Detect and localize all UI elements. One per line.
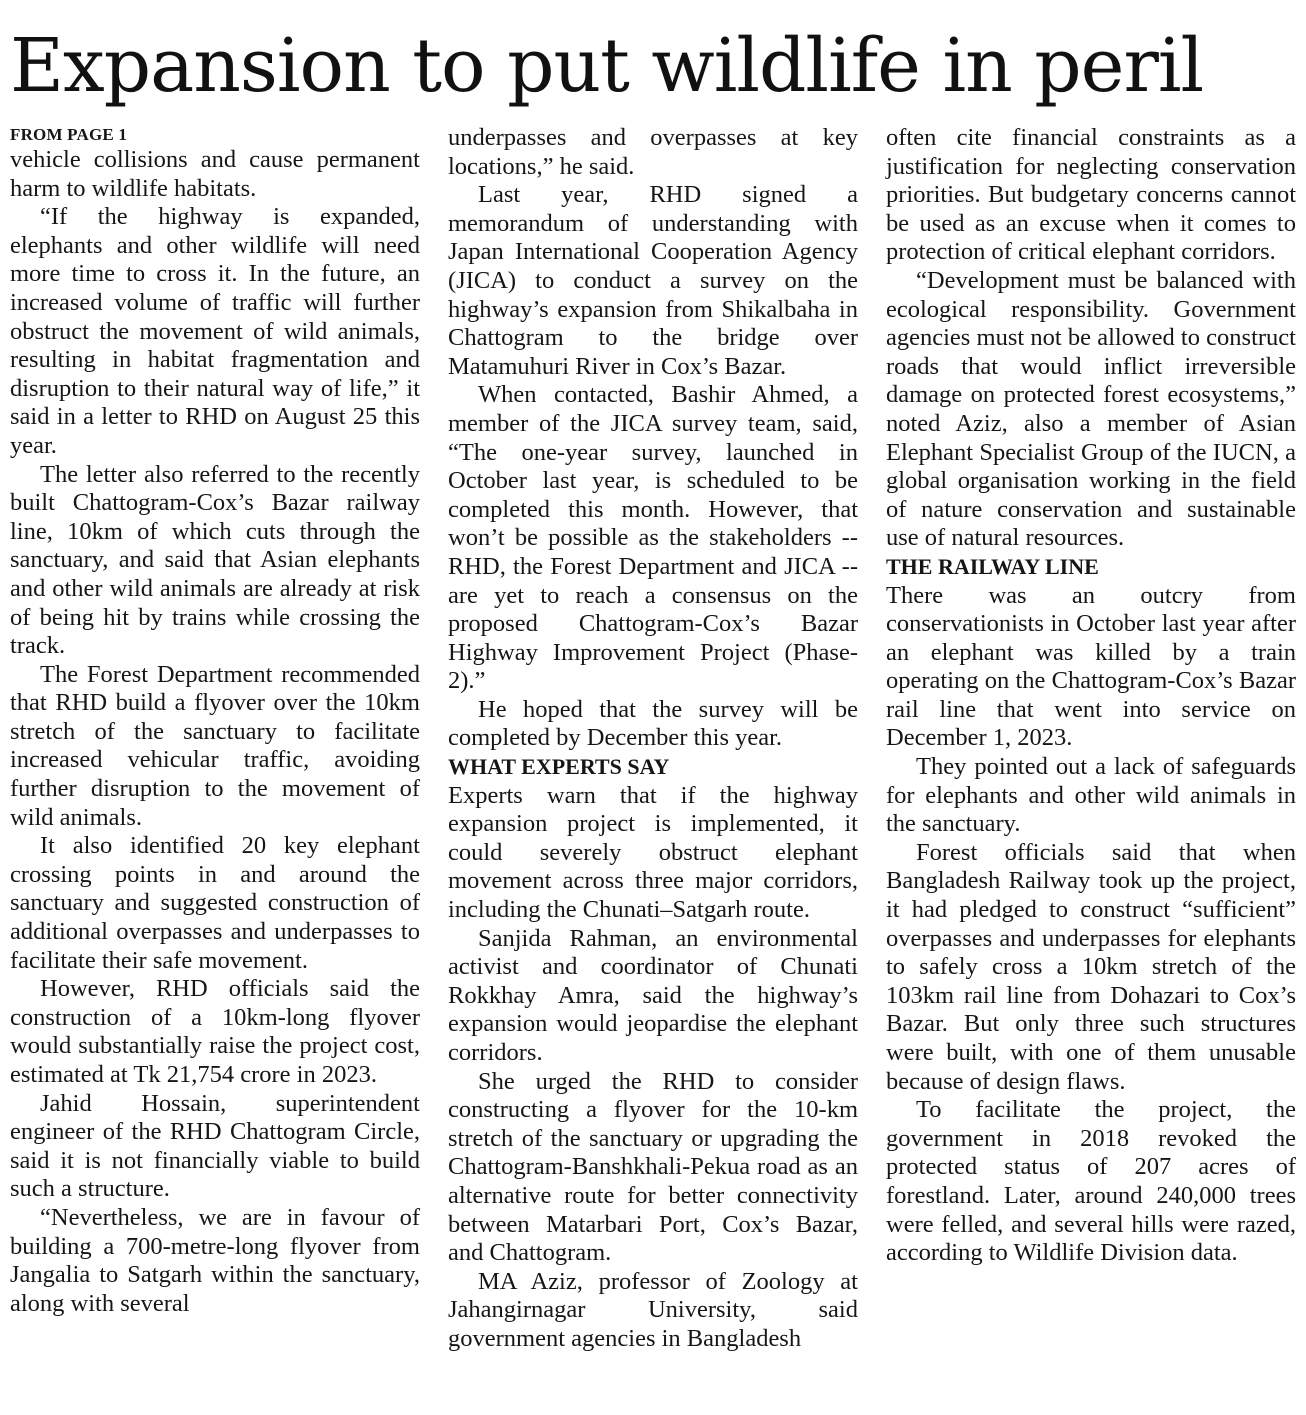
article-column-3: [886, 124, 1296, 1268]
paragraph: underpasses and overpasses at key locations,” he said.: [448, 124, 858, 180]
headline: Expansion to put wildlife in peril: [10, 23, 1204, 109]
article-column-2: [448, 124, 858, 1354]
paragraph: He hoped that the survey will be completed by December this year.: [448, 695, 858, 752]
section-subhead: THE RAILWAY LINE: [886, 553, 1099, 579]
paragraph: Forest officials said that when Bangladesh Railway took up the project, it had pledged to construct “sufficient” overpasses and underpasses for elephants to safely cross a 10km stretch of the 103km rail line from Dohazari to Cox’s Bazar. But only three such structures were built, with one of them unusable because of design flaws.: [886, 838, 1296, 1095]
paragraph: “Nevertheless, we are in favour of building a 700-metre-long flyover from Jangalia to Satgarh within the sanctuary, along with several: [10, 1203, 420, 1317]
section-subhead: WHAT EXPERTS SAY: [448, 754, 670, 780]
paragraph: Jahid Hossain, superintendent engineer of the RHD Chattogram Circle, said it is not financially viable to build such a structure.: [10, 1089, 420, 1203]
paragraph: The Forest Department recommended that RHD build a flyover over the 10km stretch of the sanctuary to facilitate increased vehicular traffic, avoiding further disruption to the movement of wild animals.: [10, 660, 420, 831]
paragraph: When contacted, Bashir Ahmed, a member of the JICA survey team, said, “The one-year survey, launched in October last year, is scheduled to be completed this month. However, that won’t be possible as the stakeholders -- RHD, the Forest Department and JICA -- are yet to reach a consensus on the proposed Chattogram-Cox’s Bazar Highway Improvement Project (Phase-2).”: [448, 381, 858, 695]
paragraph: She urged the RHD to consider constructing a flyover for the 10-km stretch of the sanctuary or upgrading the Chattogram-Banshkhali-Pekua road as an alternative route for better connectivity between Matarbari Port, Cox’s Bazar, and Chattogram.: [448, 1067, 858, 1267]
paragraph: MA Aziz, professor of Zoology at Jahangirnagar University, said government agencies in Bangladesh: [448, 1267, 858, 1352]
paragraph: To facilitate the project, the government in 2018 revoked the protected status of 207 acres of forestland. Later, around 240,000 trees were felled, and several hills were razed, according to Wildlife Division data.: [886, 1096, 1296, 1267]
paragraph: Sanjida Rahman, an environmental activist and coordinator of Chunati Rokkhay Amra, said the highway’s expansion would jeopardise the elephant corridors.: [448, 924, 858, 1066]
paragraph: “If the highway is expanded, elephants and other wildlife will need more time to cross it. In the future, an increased volume of traffic will further obstruct the movement of wild animals, resulting in habitat fragmentation and disruption to their natural way of life,” it said in a letter to RHD on August 25 this year.: [10, 203, 420, 459]
paragraph: Last year, RHD signed a memorandum of understanding with Japan International Cooperation Agency (JICA) to conduct a survey on the highway’s expansion from Shikalbaha in Chattogram to the bridge over Matamuhuri River in Cox’s Bazar.: [448, 181, 858, 380]
paragraph: There was an outcry from conservationists in October last year after an elephant was killed by a train operating on the Chattogram-Cox’s Bazar rail line that went into service on December 1, 2023.: [886, 581, 1296, 752]
paragraph: It also identified 20 key elephant crossing points in and around the sanctuary and suggested construction of additional overpasses and underpasses to facilitate their safe movement.: [10, 832, 420, 974]
paragraph: often cite financial constraints as a justification for neglecting conservation priorities. But budgetary concerns cannot be used as an excuse when it comes to protection of critical elephant corridors.: [886, 124, 1296, 266]
paragraph: vehicle collisions and cause permanent harm to wildlife habitats.: [10, 146, 420, 202]
paragraph: The letter also referred to the recently built Chattogram-Cox’s Bazar railway line, 10km of which cuts through the sanctuary, and said that Asian elephants and other wild animals are already at risk of being hit by trains while crossing the track.: [10, 460, 420, 660]
article-column-1: [10, 124, 420, 1318]
paragraph: They pointed out a lack of safeguards for elephants and other wild animals in the sanctuary.: [886, 753, 1296, 838]
continued-from-kicker: FROM PAGE 1: [10, 125, 128, 144]
paragraph: However, RHD officials said the construction of a 10km-long flyover would substantially raise the project cost, estimated at Tk 21,754 crore in 2023.: [10, 975, 420, 1088]
paragraph: “Development must be balanced with ecological responsibility. Government agencies must not be allowed to construct roads that would inflict irreversible damage on protected forest ecosystems,” noted Aziz, also a member of Asian Elephant Specialist Group of the IUCN, a global organisation working in the field of nature conservation and sustainable use of natural resources.: [886, 266, 1296, 552]
paragraph: Experts warn that if the highway expansion project is implemented, it could severely obstruct elephant movement across three major corridors, including the Chunati–Satgarh route.: [448, 781, 858, 924]
